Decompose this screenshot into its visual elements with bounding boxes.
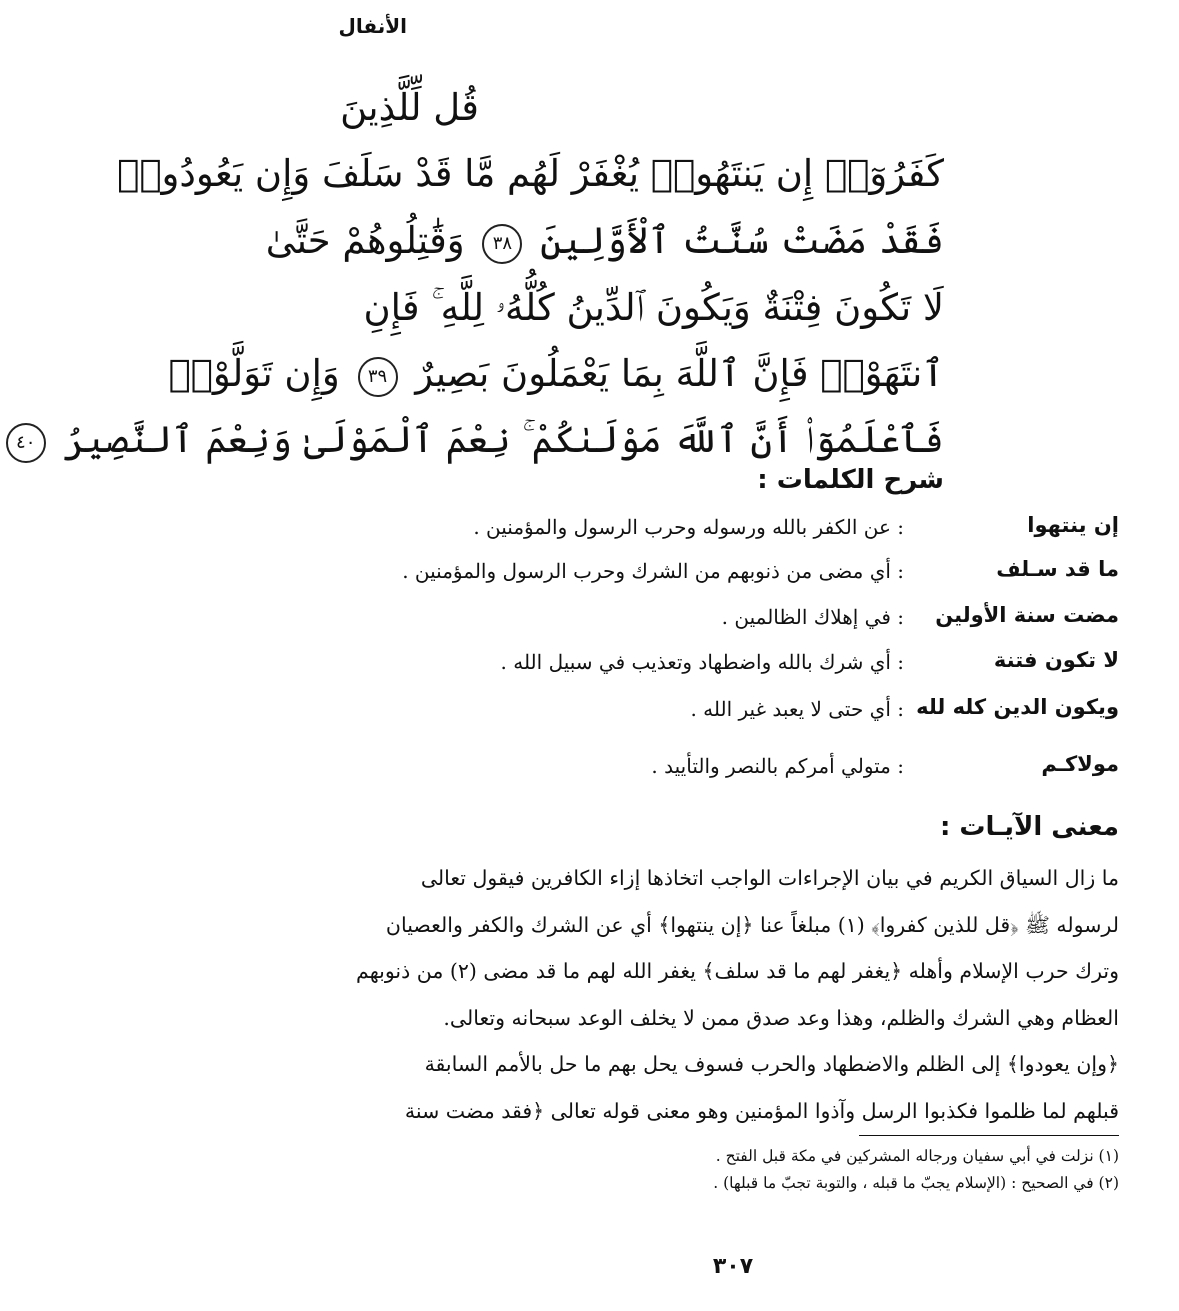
verse-number-39: ٣٩ (358, 357, 398, 397)
glossary-entry (319, 557, 1119, 597)
glossary-definition: : أي شرك بالله واضطهاد وتعذيب في سبيل الله . (500, 650, 904, 674)
glossary-entry (319, 752, 1119, 792)
glossary-definition: : عن الكفر بالله ورسوله وحرب الرسول والمؤمنين . (473, 515, 904, 539)
glossary-entry (319, 648, 1119, 688)
glossary-definition: : أي حتى لا يعبد غير الله . (690, 697, 904, 721)
meaning-line: العظام وهي الشرك والظلم، وهذا وعد صدق ممن لا يخلف الوعد سبحانه وتعالى. (443, 1005, 1119, 1030)
verse-line-3 (265, 211, 944, 271)
meaning-paragraph (349, 855, 1119, 1134)
glossary-term: ما قد سـلف (996, 557, 1119, 581)
footnotes (349, 1143, 1119, 1197)
verse-line-5 (168, 344, 944, 404)
meaning-line: ما زال السياق الكريم في بيان الإجراءات الواجب اتخاذها إزاء الكافرين فيقول تعالى (420, 866, 1119, 890)
glossary-term: مضت سنة الأولين (935, 603, 1119, 627)
meaning-line: وترك حرب الإسلام وأهله ﴿يغفر لهم ما قد سلف﴾ يغفر الله لهم ما قد مضى (٢) من ذنوبهم (356, 959, 1119, 983)
meaning-line: قبلهم لما ظلموا فكذبوا الرسل وآذوا المؤمنين وهو معنى قوله تعالى ﴿فقد مضت سنة (404, 1098, 1119, 1123)
verse-text-6: فَٱعْلَمُوٓا۟ أَنَّ ٱللَّهَ مَوْلَىٰكُمْ ۚ نِعْمَ ٱلْمَوْلَىٰ وَنِعْمَ ٱلنَّصِيرُ (63, 418, 944, 461)
glossary-term: ويكون الدين كله لله (916, 695, 1119, 719)
verse-number-40: ٤٠ (6, 423, 46, 463)
book-page (16, 0, 1179, 1311)
glossary-term: إن ينتهوا (1027, 513, 1119, 537)
glossary-title: شرح الكلمات : (757, 465, 944, 495)
verse-line-6 (16, 410, 944, 470)
verse-text-5a: ٱنتَهَوْا۟ فَإِنَّ ٱللَّهَ بِمَا يَعْمَلُونَ بَصِيرٌ (415, 352, 944, 395)
meaning-line: ﴿وإن يعودوا﴾ إلى الظلم والاضطهاد والحرب فسوف يحل بهم ما حل بالأمم السابقة (424, 1052, 1119, 1076)
footnote-separator (859, 1135, 1119, 1136)
meaning-title: معنى الآيـات : (939, 812, 1119, 842)
meaning-line: لرسوله ﷺ ﴿قل للذين كفروا﴾ (١) مبلغاً عنا ﴿إن ينتهوا﴾ أي عن الشرك والكفر والعصيان (385, 912, 1119, 937)
footnote-2: (٢) في الصحيح : (الإسلام يجبّ ما قبله ، والتوبة تجبّ ما قبلها) . (713, 1174, 1119, 1192)
glossary-term: مولاكـم (1041, 752, 1119, 776)
glossary-definition: : متولي أمركم بالنصر والتأييد . (651, 754, 904, 778)
verse-text-5b: وَإِن تَوَلَّوْا۟ (168, 352, 340, 395)
verse-line-2: كَفَرُوٓا۟ إِن يَنتَهُوا۟ يُغْفَرْ لَهُم مَّا قَدْ سَلَفَ وَإِن يَعُودُوا۟ (117, 152, 944, 195)
verse-line-4: لَا تَكُونَ فِتْنَةٌ وَيَكُونَ ٱلدِّينُ كُلُّهُۥ لِلَّهِ ۚ فَإِنِ (363, 286, 944, 329)
footnote-1: (١) نزلت في أبي سفيان ورجاله المشركين في مكة قبل الفتح . (715, 1147, 1119, 1165)
verse-text-3b: وَقَٰتِلُوهُمْ حَتَّىٰ (265, 219, 465, 262)
glossary-definition: : أي مضى من ذنوبهم من الشرك وحرب الرسول والمؤمنين . (402, 559, 904, 583)
verse-text-3a: فَقَدْ مَضَتْ سُنَّتُ ٱلْأَوَّلِينَ (540, 219, 944, 262)
glossary-definition: : في إهلاك الظالمين . (721, 605, 904, 629)
glossary-term: لا تكون فتنة (993, 648, 1119, 672)
page-number: ٣٠٧ (712, 1254, 754, 1279)
verse-line-1: قُل لِّلَّذِينَ (340, 86, 479, 129)
glossary-entry (319, 603, 1119, 643)
running-head-surah-name: الأنفال (338, 14, 407, 38)
glossary-entry (319, 695, 1119, 735)
glossary-entry (319, 513, 1119, 553)
verse-number-38: ٣٨ (482, 224, 522, 264)
